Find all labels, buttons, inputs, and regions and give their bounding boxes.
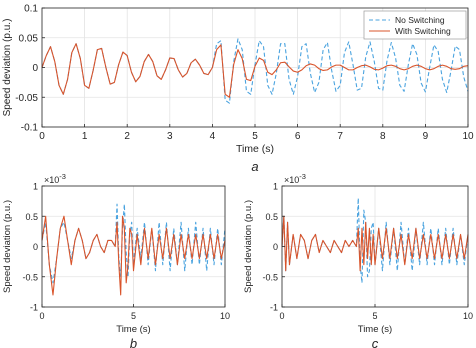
y-axis-label: Speed deviation (p.u.): [2, 200, 13, 293]
panel-label: b: [129, 336, 138, 348]
x-tick-label: 5: [372, 311, 378, 321]
y-tick-label: 1: [32, 181, 38, 192]
y-tick-label: 0: [32, 242, 38, 252]
legend-entry-label: With Switching: [395, 26, 451, 36]
x-tick-label: 0: [279, 311, 285, 321]
x-axis-label: Time (s): [357, 324, 393, 335]
y-tick-label: -0.5: [262, 272, 278, 283]
x-tick-label: 1: [81, 131, 88, 142]
y-tick-label: -0.5: [22, 272, 38, 283]
x-tick-label: 10: [462, 131, 474, 142]
x-tick-label: 4: [209, 131, 216, 142]
x-tick-label: 8: [380, 131, 386, 142]
y-axis-label: Speed deviation (p.u.): [243, 200, 254, 293]
y-tick-label: -0.1: [20, 122, 38, 134]
y-tick-label: -0.05: [15, 92, 38, 104]
chart-panel-c: [243, 172, 473, 348]
x-axis-label: Time (s): [235, 143, 275, 155]
legend-entry-label: No Switching: [395, 15, 445, 25]
x-tick-label: 6: [294, 131, 301, 142]
y-axis-label: Speed deviation (p.u.): [2, 18, 13, 117]
x-tick-label: 0: [39, 311, 45, 321]
x-axis-label: Time (s): [116, 324, 151, 335]
y-tick-label: -1: [29, 302, 38, 313]
y-tick-label: 0: [272, 242, 278, 252]
y-exponent-label: $\times 10^{-3}$: [284, 172, 306, 185]
x-tick-label: 10: [219, 311, 231, 321]
x-tick-label: 10: [462, 311, 474, 321]
y-exponent-label: $\times 10^{-3}$: [44, 172, 66, 185]
panel-label: a: [251, 159, 259, 174]
y-tick-label: 1: [272, 181, 278, 192]
y-tick-label: 0.1: [24, 3, 38, 15]
x-tick-label: 9: [422, 131, 429, 142]
legend: [364, 11, 466, 39]
chart-panel-b: [2, 172, 230, 348]
y-exponent-power: -3: [59, 172, 66, 181]
y-tick-label: 0: [32, 63, 38, 74]
panel-label: c: [371, 336, 379, 348]
y-tick-label: 0.5: [265, 211, 278, 222]
x-tick-label: 5: [252, 131, 258, 142]
y-tick-label: 0.5: [25, 211, 38, 222]
y-tick-label: -1: [269, 302, 278, 313]
x-tick-label: 0: [39, 131, 45, 142]
x-tick-label: 7: [337, 131, 343, 142]
y-tick-label: 0.05: [18, 33, 38, 45]
chart-panel-a: [2, 4, 474, 175]
y-exponent-power: -3: [299, 172, 306, 181]
x-tick-label: 2: [124, 131, 130, 142]
x-tick-label: 5: [130, 311, 137, 321]
x-tick-label: 3: [167, 131, 173, 142]
